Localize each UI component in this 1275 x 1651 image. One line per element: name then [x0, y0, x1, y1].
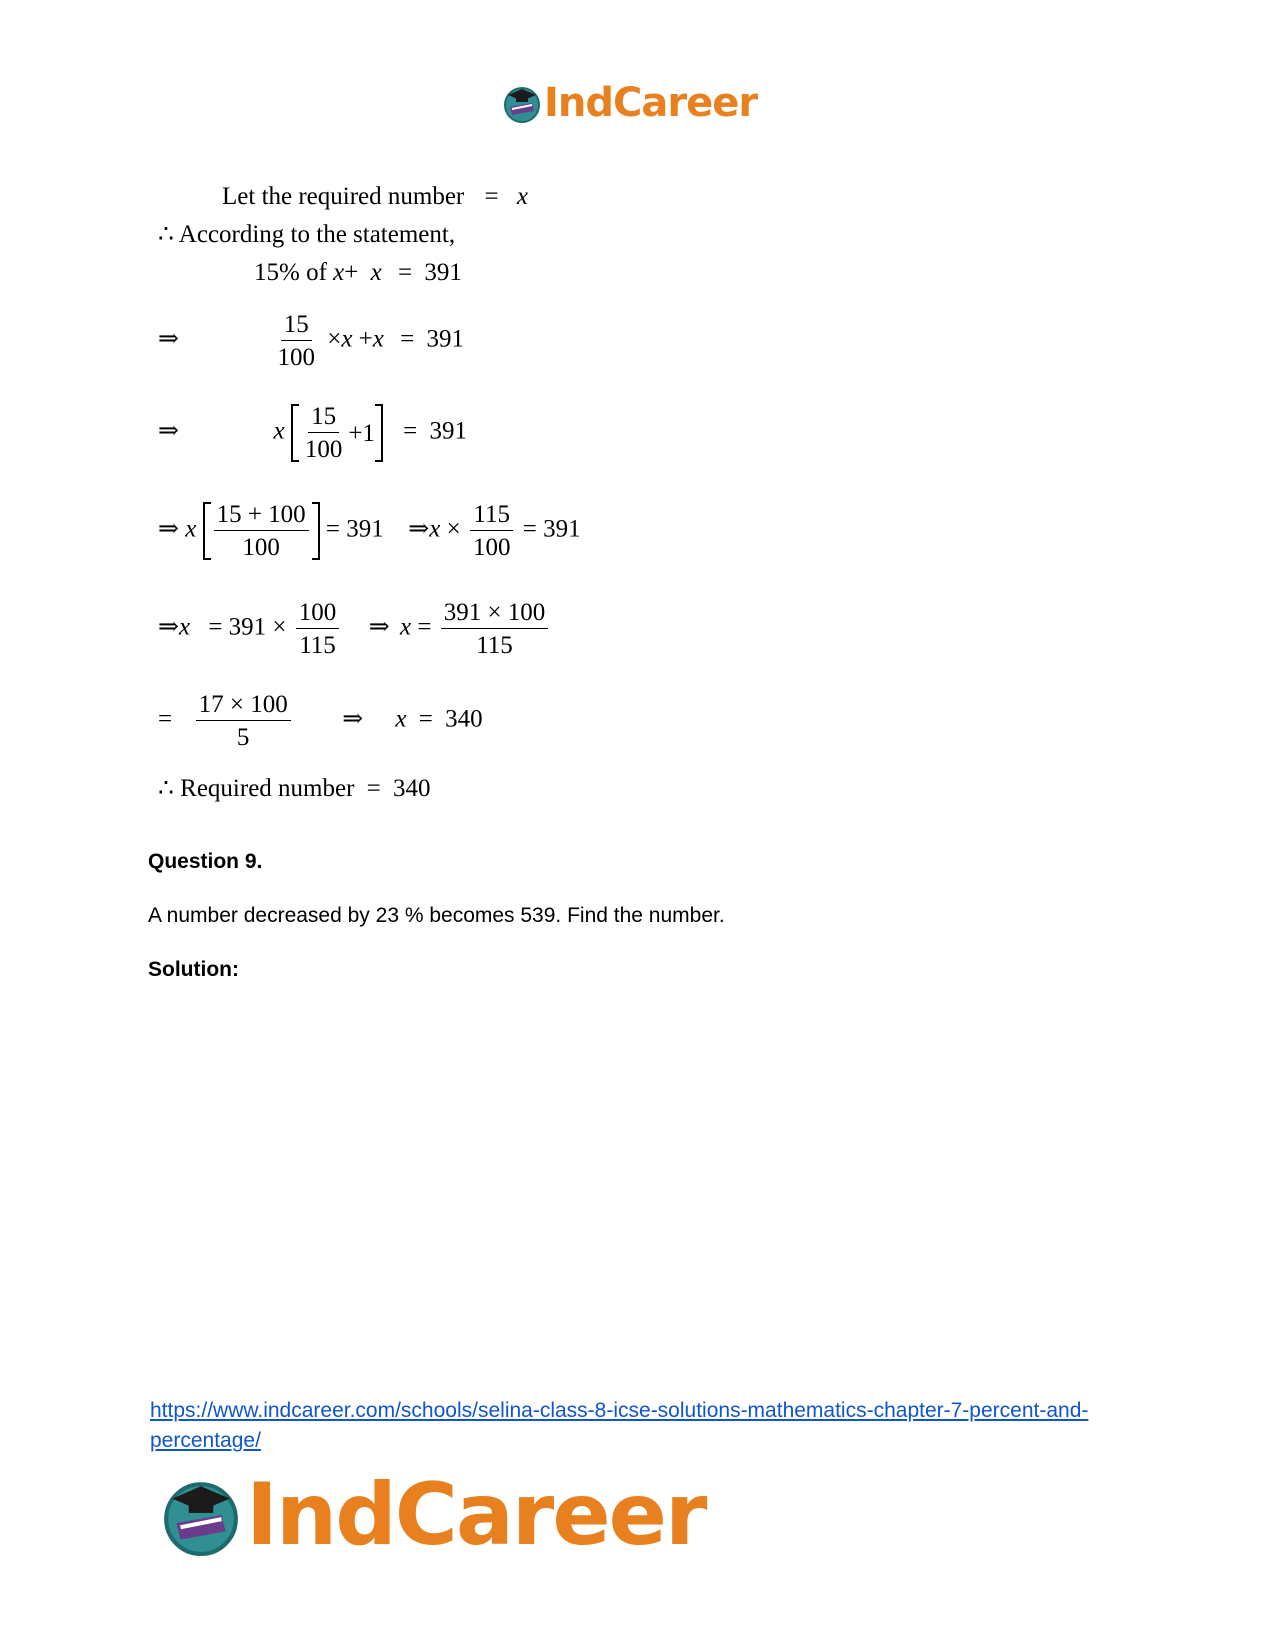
question-text: A number decreased by 23 % becomes 539. Find the number. — [148, 904, 725, 927]
graduation-book-globe-icon — [502, 83, 542, 123]
math-line-2: ∴ According to the statement, — [158, 221, 456, 248]
math-line-3: 15% of x+ x = 391 — [254, 259, 462, 286]
math-line-1: Let the required number = x — [222, 183, 528, 210]
solution-label: Solution: — [148, 958, 239, 981]
indcareer-logo-top — [502, 80, 757, 126]
math-line-6: ⇒ x $\frac{15 + 100}{100}$ = 391 ⇒x × $\frac{115}{100}$ = 391 — [158, 501, 581, 561]
question-title: Question 9. — [148, 850, 263, 873]
source-link[interactable]: https://www.indcareer.com/schools/selina-class-8-icse-solutions-mathematics-chapter-7-percent-and-percentage/ — [150, 1399, 1089, 1452]
indcareer-logo-bottom — [160, 1465, 705, 1565]
math-line-5: ⇒ x $\frac{15}{100}$ +1 = 391 — [158, 403, 468, 463]
math-line-4: ⇒ $\frac{15}{100}$ ×x +x = 391 — [158, 311, 464, 371]
logo-wordmark: IndCareer — [544, 80, 758, 126]
math-line-8: = $\frac{17 \times 100}{5}$ ⇒ x = 340 — [158, 691, 483, 751]
graduation-book-globe-icon — [160, 1474, 242, 1556]
logo-wordmark: IndCareer — [246, 1465, 706, 1565]
math-line-7: ⇒x = 391 × $\frac{100}{115}$ ⇒ x = $\frac{391 \times 100}{115}$ — [158, 600, 551, 658]
math-line-9: ∴ Required number = 340 — [158, 775, 431, 802]
